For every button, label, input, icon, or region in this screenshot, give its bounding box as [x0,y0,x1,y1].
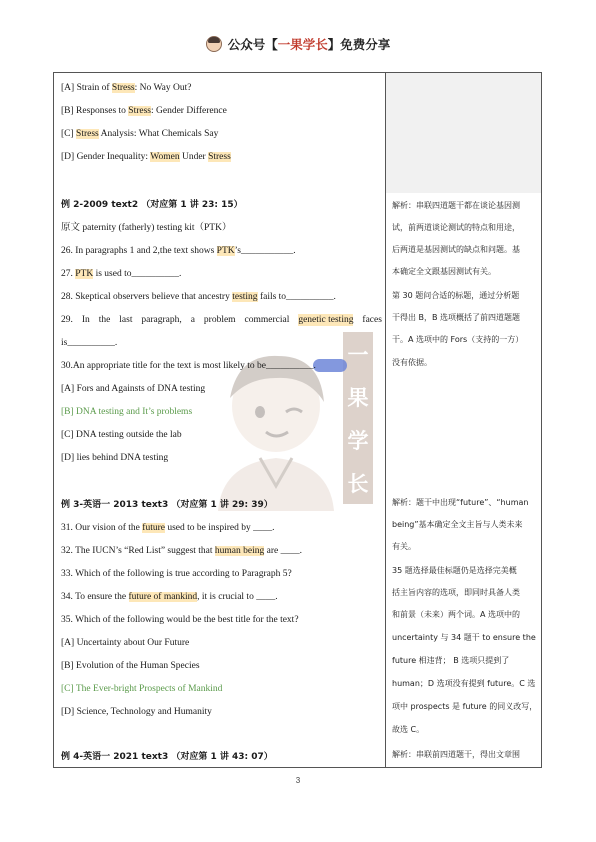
header-prefix: 公众号【 [227,37,278,52]
question-33: 33. Which of the following is true according to Paragraph 5? [61,569,292,579]
analysis-note: 解析：串联前四道题干，得出文章围 [392,750,520,759]
option-line: [D] Gender Inequality: Women Under Stress [61,152,231,162]
analysis-note: 括主旨内容的选项，即同时具备人类 [392,588,520,597]
question-34: 34. To ensure the future of mankind, it is crucial to ____. [61,592,278,602]
analysis-note: 干得出 B，B 选项概括了前四道题题 [392,313,521,322]
question-35: 35. Which of the following would be the best title for the text? [61,615,299,625]
analysis-note: being”基本确定全文主旨与人类未来 [392,520,523,529]
option-c: [C] DNA testing outside the lab [61,430,182,440]
example-heading: 例 4-英语一 2021 text3 （对应第 1 讲 43: 07） [61,752,273,762]
option-d: [D] lies behind DNA testing [61,453,169,463]
analysis-note: 第 30 题问合适的标题，通过分析题 [392,291,520,300]
avatar-icon [206,36,222,52]
option-b: [B] Evolution of the Human Species [61,661,200,671]
question-26: 26. In paragraphs 1 and 2,the text shows PTK’s___________. [61,246,296,256]
page-number: 3 [295,776,301,785]
option-d: [D] Science, Technology and Humanity [61,707,212,717]
analysis-note: future 相违背； B 选项只提到了 [392,656,510,665]
analysis-note: human；D 选项没有提到 future。C 选 [392,679,536,688]
option-line: [B] Responses to Stress: Gender Difference [61,106,227,116]
analysis-note: 项中 prospects 是 future 的同义改写， [392,702,538,711]
analysis-note: 干。A 选项中的 Fors（支持的一方） [392,335,524,344]
header-brand: 一果学长 [277,37,328,52]
watermark-char: 学 [347,428,369,453]
original-text: 原文 paternity (fatherly) testing kit（PTK） [61,223,232,233]
analysis-note: 有关。 [392,542,416,551]
analysis-note: 解析：题干中出现“future”、“human [392,498,529,507]
analysis-note: 和前景（未来）两个词。A 选项中的 [392,610,521,619]
analysis-note: 后两道是基因测试的缺点和问题。基 [392,245,520,254]
watermark-char: 果 [347,385,369,410]
option-a: [A] Uncertainty about Our Future [61,638,190,648]
analysis-note: 试，前两道谈论测试的特点和用途， [392,223,520,232]
question-29: 29. In the last paragraph, a problem commercial genetic testing faces [61,315,382,325]
watermark-char: 一 [347,342,369,367]
analysis-note: 没有依据。 [392,358,432,367]
option-line: [A] Strain of Stress: No Way Out? [61,83,192,93]
option-a: [A] Fors and Againsts of DNA testing [61,384,206,394]
column-divider [385,72,386,768]
option-line: [C] Stress Analysis: What Chemicals Say [61,129,219,139]
header-suffix: 】免费分享 [327,37,391,52]
question-29-continued: is__________. [61,338,118,348]
watermark-char: 长 [347,471,369,496]
example-heading: 例 2-2009 text2 （对应第 1 讲 23: 15） [61,200,243,210]
analysis-note: 解析：串联四道题干都在谈论基因测 [392,201,520,210]
watermark-badge-icon [313,359,347,372]
analysis-note: 故选 C。 [392,725,425,734]
question-28: 28. Skeptical observers believe that ancestry testing fails to__________. [61,292,336,302]
analysis-note: uncertainty 与 34 题干 to ensure the [392,633,536,642]
watermark-banner [343,332,373,504]
question-31: 31. Our vision of the future used to be inspired by ____. [61,523,275,533]
page-header [0,30,596,58]
example-heading: 例 3-英语一 2013 text3 （对应第 1 讲 29: 39） [61,500,273,510]
option-c-correct: [C] The Ever-bright Prospects of Mankind [61,684,223,694]
analysis-note: 35 题选择最佳标题仍是选择完美概 [392,566,517,575]
analysis-note: 本确定全文跟基因测试有关。 [392,267,496,276]
question-27: 27. PTK is used to__________. [61,269,182,279]
option-b-correct: [B] DNA testing and It’s problems [61,407,193,417]
question-30: 30.An appropriate title for the text is most likely to be__________. [61,361,316,371]
question-32: 32. The IUCN’s “Red List” suggest that human being are ____. [61,546,302,556]
